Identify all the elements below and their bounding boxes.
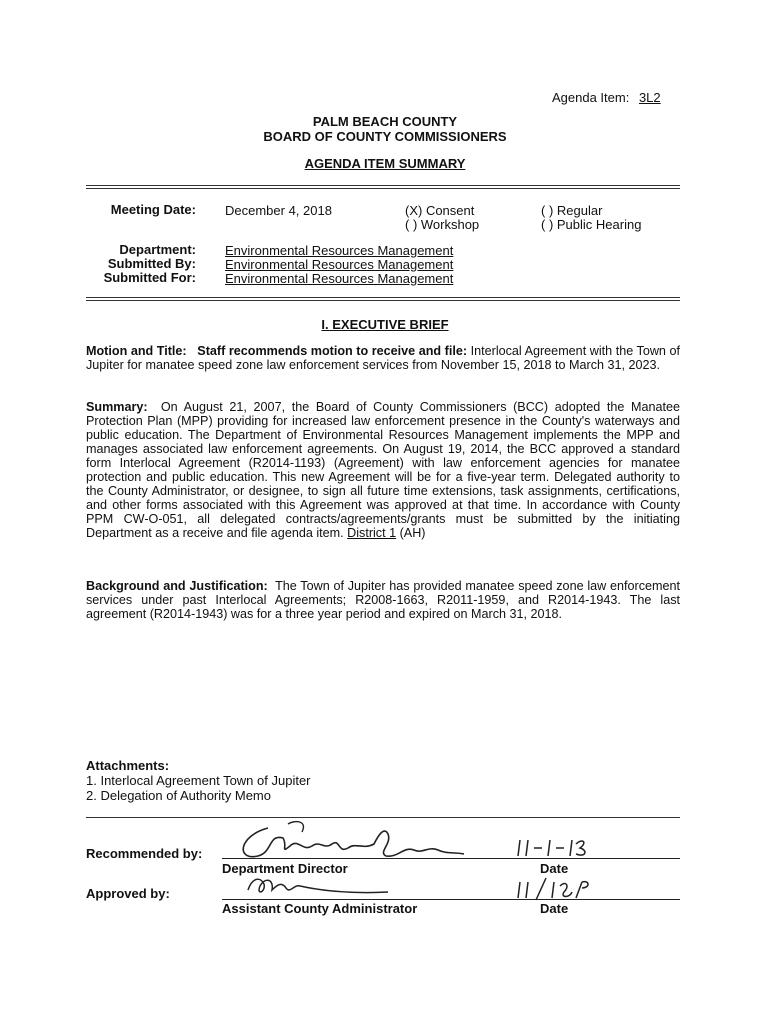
background-paragraph <box>86 579 680 621</box>
department-label: Department: <box>119 242 196 257</box>
department-divider <box>86 297 680 301</box>
recommended-by-label: Recommended by: <box>86 846 203 861</box>
submitted-by-label: Submitted By: <box>107 256 196 271</box>
approved-by-label: Approved by: <box>86 886 170 901</box>
recommended-date-handwritten <box>512 836 592 862</box>
submitted-for-value: Environmental Resources Management <box>225 271 454 286</box>
meeting-date-value: December 4, 2018 <box>225 203 332 218</box>
administrator-signature <box>238 870 398 902</box>
public-hearing-option: ( ) Public Hearing <box>541 217 642 232</box>
attachments-label: Attachments: <box>86 758 170 773</box>
motion-paragraph <box>86 344 680 372</box>
agenda-item-ref <box>552 90 661 105</box>
approved-date-handwritten <box>512 876 592 902</box>
assistant-administrator-title: Assistant County Administrator <box>222 901 418 916</box>
meeting-date-label: Meeting Date: <box>110 202 196 217</box>
background-text: The Town of Jupiter has provided manatee speed zone law enforcement services under past Interlocal Agreements; R2008-1663, R2011-1959, and R2014-1943. The last agreement (R2014-1943) was for a three year period and expired on March 31, 2018. <box>86 579 680 621</box>
attachment-item: 2. Delegation of Authority Memo <box>86 788 271 803</box>
agenda-item-number: 3L2 <box>638 90 661 105</box>
submitted-for-label: Submitted For: <box>103 270 196 285</box>
consent-option: (X) Consent <box>405 203 475 218</box>
department-director-title: Department Director <box>222 861 348 876</box>
summary-text: On August 21, 2007, the Board of County Commissioners (BCC) adopted the Manatee Protection Plan (MPP) providing for increased law enforcement presence in the County's waterways and public education. The Department of Environmental Resources Management implements the MPP and manages associated law enforcement agreements. On August 19, 2014, the BCC approved a standard form Interlocal Agreement (R2014-1193) (Agreement) with law enforcement agencies for manatee protection and public education. This new Agreement will be for a five-year term. Delegated authority to the County Administrator, or designee, to sign all future time extensions, task assignments, certifications, and other forms associated with this Agreement was approved at that time. In accordance with County PPM CW-O-051, all delegated contracts/agreements/grants must be submitted by the initiating Department as a receive and file agenda item. <box>86 400 681 540</box>
summary-title: AGENDA ITEM SUMMARY <box>304 156 466 171</box>
department-value: Environmental Resources Management <box>225 243 454 258</box>
regular-option: ( ) Regular <box>541 203 603 218</box>
district-suffix: (AH) <box>399 526 426 540</box>
summary-label: Summary: <box>86 400 148 414</box>
header-divider <box>86 185 680 189</box>
district-ref: District 1 <box>347 526 397 540</box>
board-name: BOARD OF COUNTY COMMISSIONERS <box>263 129 507 144</box>
attachment-item: 1. Interlocal Agreement Town of Jupiter <box>86 773 311 788</box>
approved-date-label: Date <box>540 901 569 916</box>
motion-text: Interlocal Agreement with the Town of Jupiter for manatee speed zone law enforcement services from November 15, 2018 to March 31, 2023. <box>86 344 680 372</box>
motion-label: Motion and Title: <box>86 344 187 358</box>
executive-brief-title: I. EXECUTIVE BRIEF <box>321 317 449 332</box>
county-name: PALM BEACH COUNTY <box>312 114 458 129</box>
director-signature <box>228 816 478 866</box>
agenda-item-label: Agenda Item: <box>552 90 630 105</box>
background-label: Background and Justification: <box>86 579 268 593</box>
summary-paragraph <box>86 400 680 540</box>
motion-lead: Staff recommends motion to receive and file: <box>197 344 468 358</box>
workshop-option: ( ) Workshop <box>405 217 480 232</box>
recommended-date-label: Date <box>540 861 569 876</box>
submitted-by-value: Environmental Resources Management <box>225 257 454 272</box>
